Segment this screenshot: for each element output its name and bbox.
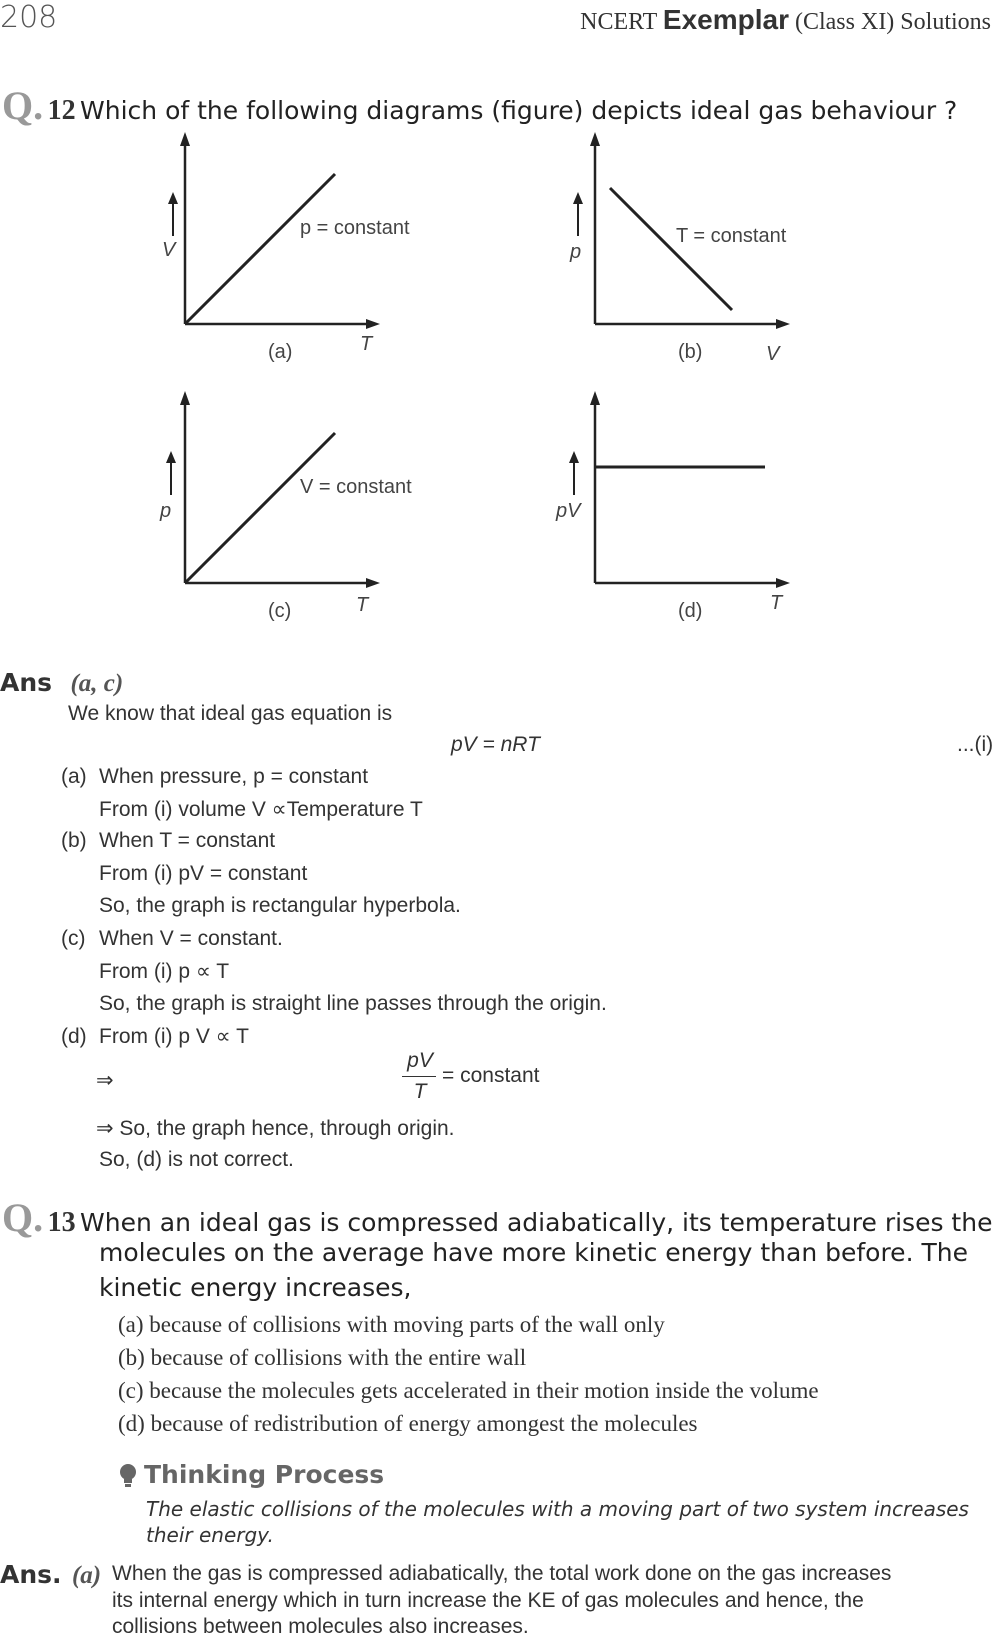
thinking-title: Thinking Process	[144, 1460, 385, 1489]
running-header	[580, 4, 991, 36]
header-bold: Exemplar	[662, 4, 789, 35]
answer-letters: (a, c)	[70, 670, 124, 697]
answer-line: (a) When pressure, p = constant	[61, 765, 369, 788]
question-number: 13	[47, 1207, 76, 1238]
option-b: (b) because of collisions with the entire wall	[118, 1345, 527, 1370]
question-text: molecules on the average have more kinetic energy than before. The	[99, 1238, 968, 1267]
q-mark: Q.	[2, 83, 44, 128]
y-axis-label: p	[570, 241, 582, 263]
answer-intro: We know that ideal gas equation is	[68, 702, 393, 725]
question-13-heading	[2, 1194, 992, 1241]
answer-line: From (i) pV = constant	[99, 862, 308, 885]
answer-conclusion: ⇒ So, the graph hence, through origin.	[96, 1117, 455, 1140]
answer-13-heading	[0, 1560, 101, 1590]
answer-line: (c) When V = constant.	[61, 927, 283, 950]
question-text: Which of the following diagrams (figure) depicts ideal gas behaviour ?	[80, 96, 958, 125]
y-axis-label: V	[162, 239, 176, 261]
lightbulb-icon	[118, 1462, 140, 1492]
answer-line: So, the graph is rectangular hyperbola.	[99, 894, 461, 917]
implies-symbol: ⇒	[96, 1069, 114, 1092]
header-prefix: NCERT	[580, 9, 657, 35]
graph-caption: (b)	[678, 341, 703, 363]
equation: pV = nRT	[451, 733, 540, 756]
option-a: (a) because of collisions with moving parts of the wall only	[118, 1312, 665, 1337]
curve-line	[185, 174, 335, 324]
thinking-line: their energy.	[146, 1523, 274, 1547]
equation-ref: ...(i)	[957, 733, 994, 756]
header-suffix: (Class XI) Solutions	[794, 9, 991, 35]
answer-conclusion: So, (d) is not correct.	[99, 1148, 294, 1171]
answer-line: its internal energy which in turn increase the KE of gas molecules and hence, the	[112, 1589, 864, 1612]
option-d: (d) because of redistribution of energy amongest the molecules	[118, 1411, 698, 1436]
curve-line	[185, 433, 335, 583]
answer-line: (d) From (i) p V ∝ T	[61, 1025, 249, 1048]
answer-line: From (i) p ∝ T	[99, 960, 230, 983]
answer-line: (b) When T = constant	[61, 829, 276, 852]
graph-c	[150, 389, 450, 629]
x-axis-label: V	[766, 343, 780, 365]
graph-caption: (a)	[268, 341, 293, 363]
q-mark: Q.	[2, 1195, 44, 1240]
graph-caption: (c)	[268, 600, 292, 622]
fraction-denominator: T	[413, 1080, 427, 1103]
x-axis-label: T	[770, 592, 783, 614]
page-number: 208	[0, 0, 58, 35]
graph-caption: (d)	[678, 600, 703, 622]
answer-label: Ans.	[0, 1560, 62, 1589]
question-12-heading	[2, 82, 957, 129]
fraction-rhs: = constant	[442, 1064, 540, 1087]
fraction-numerator: pV	[407, 1049, 433, 1072]
curve-line	[610, 188, 732, 310]
question-number: 12	[47, 95, 76, 126]
question-text: kinetic energy increases,	[99, 1273, 412, 1302]
curve-label: V = constant	[300, 476, 412, 498]
graph-a	[150, 130, 450, 370]
answer-line: collisions between molecules also increases.	[112, 1615, 529, 1638]
y-axis-label: p	[160, 500, 172, 522]
graph-d	[556, 389, 860, 629]
thinking-line: The elastic collisions of the molecules with a moving part of two system increases	[146, 1497, 969, 1521]
option-c: (c) because the molecules gets accelerated in their motion inside the volume	[118, 1378, 819, 1403]
curve-label: p = constant	[300, 217, 410, 239]
answer-line: From (i) volume V ∝Temperature T	[99, 798, 423, 821]
question-text: When an ideal gas is compressed adiabatically, its temperature rises the	[80, 1208, 993, 1237]
answer-letter: (a)	[71, 1562, 102, 1589]
answer-label: Ans	[0, 668, 53, 697]
fraction-bar	[402, 1076, 436, 1077]
x-axis-label: T	[356, 594, 369, 616]
answer-line: So, the graph is straight line passes through the origin.	[99, 992, 607, 1015]
answer-12-heading	[0, 668, 123, 698]
x-axis-label: T	[360, 333, 373, 355]
graph-b	[560, 130, 860, 370]
curve-label: T = constant	[676, 225, 787, 247]
y-axis-label: pV	[556, 500, 581, 522]
answer-line: When the gas is compressed adiabatically, the total work done on the gas increases	[112, 1562, 892, 1585]
